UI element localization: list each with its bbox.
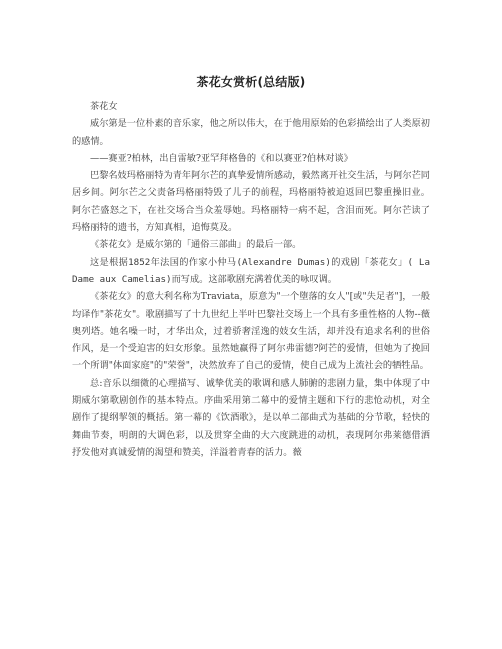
paragraph-heading: 茶花女	[90, 101, 118, 112]
paragraph-attribution: ——赛亚?柏林，出自雷敏?亚罕拜格鲁的《和以赛亚?伯林对谈》	[90, 152, 353, 164]
paragraph-synopsis: 巴黎名妓玛格丽特为青年阿尔芒的真挚爱情所感动，毅然离开社交生活，与阿尔芒同居乡间。阿尔芒之父责备玛格丽特毁了儿子的前程，玛格丽特被迫返回巴黎重操旧业。阿尔芒盛怒之下，在社交场合当众羞辱她。玛格丽特一病不起，含泪而死。阿尔芒读了玛格丽特的遗书，方知真相，追悔莫及。	[72, 170, 430, 234]
document-title: 茶花女赏析(总结版)	[196, 75, 306, 89]
paragraph-summary: 总:音乐以细微的心理描写、诚挚优美的歌调和感人肺腑的悲剧力量，集中体现了中期威尔第歌剧创作的基本特点。序曲采用第二幕中的爱情主题和下行的悲怆动机，对全剧作了提纲挈领的概括。第一幕的《饮酒歌》，是以单二部曲式为基础的分节歌，轻快的舞曲节奏，明朗的大调色彩，以及贯穿全曲的大六度跳进的动机，表现阿尔弗莱德借洒抒发他对真诚爱情的渴望和赞美，洋溢着青春的活力。薇	[72, 377, 430, 458]
document-body	[72, 98, 430, 461]
paragraph-source: 这是根据1852年法国的作家小仲马(Alexandre Dumas)的戏剧「茶花女」( La Dame aux Camelias)而写成。这部歌剧充满着优美的咏叹调。	[72, 256, 430, 285]
paragraph-epigraph: 威尔第是一位朴素的音乐家，他之所以伟大，在于他用原始的色彩描绘出了人类原初的感情。	[72, 118, 430, 147]
paragraph-meaning: 《茶花女》的意大利名称为Traviata，原意为"一个堕落的女人"[或"失足者"]，一般均译作"茶花女"。歌剧描写了十九世纪上半叶巴黎社交场上一个具有多重性格的人物--薇奥列塔。她名噪一时，才华出众，过着骄奢淫逸的妓女生活，却并没有追求名利的世俗作风，是一个受迫害的妇女形象。虽然她赢得了阿尔弗雷德?阿芒的爱情，但她为了挽回一个所谓"体面家庭"的"荣誉"，决然放弃了自己的爱情，使自己成为上流社会的牺牲品。	[72, 291, 430, 372]
paragraph-trilogy: 《茶花女》是威尔第的「通俗三部曲」的最后一部。	[90, 239, 302, 251]
